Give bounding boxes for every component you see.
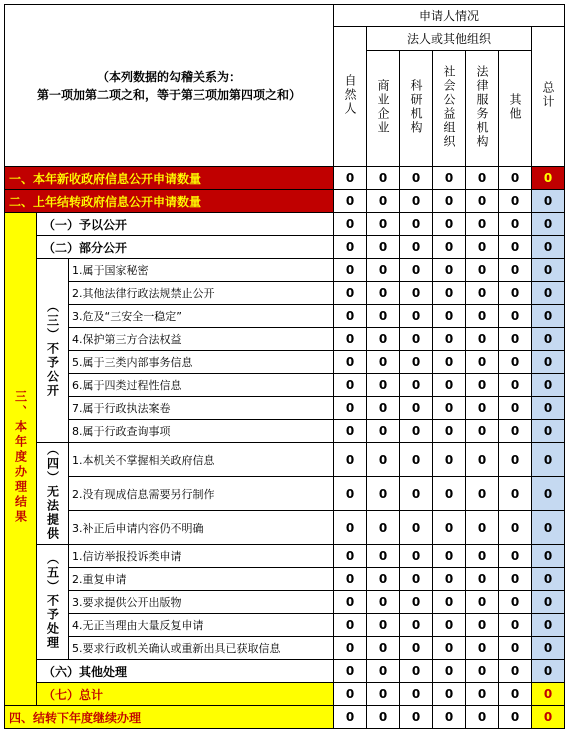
value-cell: 0 — [433, 477, 466, 511]
value-cell: 0 — [334, 660, 367, 683]
value-cell: 0 — [400, 236, 433, 259]
row-label-item: 5.属于三类内部事务信息 — [69, 351, 334, 374]
row-label-item: 2.其他法律行政法规禁止公开 — [69, 282, 334, 305]
row-label-subtotal: （七）总计 — [37, 683, 334, 706]
value-cell: 0 — [532, 213, 565, 236]
table-row — [5, 477, 565, 511]
value-cell: 0 — [433, 351, 466, 374]
value-cell: 0 — [532, 282, 565, 305]
value-cell: 0 — [532, 706, 565, 729]
value-cell: 0 — [433, 397, 466, 420]
value-cell: 0 — [433, 374, 466, 397]
value-cell: 0 — [433, 545, 466, 568]
value-cell: 0 — [433, 167, 466, 190]
group-unable-to-provide-label: （四）无法提供 — [45, 443, 60, 541]
header-col-legal-service — [466, 51, 499, 167]
table-row — [5, 351, 565, 374]
value-cell: 0 — [400, 568, 433, 591]
table-row — [5, 660, 565, 683]
value-cell: 0 — [532, 259, 565, 282]
value-cell: 0 — [400, 190, 433, 213]
row-label-item: 1.属于国家秘密 — [69, 259, 334, 282]
value-cell: 0 — [334, 637, 367, 660]
value-cell: 0 — [466, 351, 499, 374]
value-cell: 0 — [334, 328, 367, 351]
value-cell: 0 — [499, 568, 532, 591]
row-label-item: 4.无正当理由大量反复申请 — [69, 614, 334, 637]
header-col-business-label: 商业企业 — [376, 79, 390, 135]
header-col-legal-service-label: 法律服务机构 — [475, 65, 489, 149]
value-cell: 0 — [433, 213, 466, 236]
value-cell: 0 — [499, 706, 532, 729]
value-cell: 0 — [334, 545, 367, 568]
row-label-other-handling: （六）其他处理 — [37, 660, 334, 683]
header-col-research — [400, 51, 433, 167]
value-cell: 0 — [367, 397, 400, 420]
value-cell: 0 — [367, 591, 400, 614]
value-cell: 0 — [532, 420, 565, 443]
value-cell: 0 — [532, 374, 565, 397]
value-cell: 0 — [499, 397, 532, 420]
group-not-disclosed — [37, 259, 69, 443]
value-cell: 0 — [532, 683, 565, 706]
value-cell: 0 — [499, 236, 532, 259]
value-cell: 0 — [499, 683, 532, 706]
value-cell: 0 — [367, 568, 400, 591]
value-cell: 0 — [499, 259, 532, 282]
value-cell: 0 — [400, 374, 433, 397]
table-row — [5, 282, 565, 305]
category-results — [5, 213, 37, 706]
value-cell: 0 — [532, 351, 565, 374]
value-cell: 0 — [334, 282, 367, 305]
value-cell: 0 — [532, 167, 565, 190]
row-label-item: 1.本机关不掌握相关政府信息 — [69, 443, 334, 477]
row-label-item: 2.没有现成信息需要另行制作 — [69, 477, 334, 511]
value-cell: 0 — [334, 614, 367, 637]
value-cell: 0 — [499, 420, 532, 443]
value-cell: 0 — [499, 637, 532, 660]
row-label-new-requests: 一、本年新收政府信息公开申请数量 — [5, 167, 334, 190]
table-row — [5, 397, 565, 420]
table-row — [5, 706, 565, 729]
value-cell: 0 — [433, 591, 466, 614]
value-cell: 0 — [400, 614, 433, 637]
value-cell: 0 — [466, 236, 499, 259]
row-label-item: 5.要求行政机关确认或重新出具已获取信息 — [69, 637, 334, 660]
value-cell: 0 — [466, 420, 499, 443]
value-cell: 0 — [499, 477, 532, 511]
value-cell: 0 — [499, 443, 532, 477]
row-label-item: 3.要求提供公开出版物 — [69, 591, 334, 614]
table-row — [5, 511, 565, 545]
value-cell: 0 — [499, 660, 532, 683]
group-not-processed — [37, 545, 69, 660]
value-cell: 0 — [466, 259, 499, 282]
table-row — [5, 374, 565, 397]
table-row — [5, 614, 565, 637]
value-cell: 0 — [367, 167, 400, 190]
value-cell: 0 — [334, 420, 367, 443]
value-cell: 0 — [400, 683, 433, 706]
header-col-public-welfare-label: 社会公益组织 — [442, 65, 456, 149]
value-cell: 0 — [466, 614, 499, 637]
value-cell: 0 — [367, 351, 400, 374]
category-results-label: 三、本年度办理结果 — [13, 389, 28, 525]
value-cell: 0 — [367, 305, 400, 328]
table-row — [5, 328, 565, 351]
value-cell: 0 — [334, 167, 367, 190]
row-label-item: 2.重复申请 — [69, 568, 334, 591]
value-cell: 0 — [400, 477, 433, 511]
value-cell: 0 — [433, 190, 466, 213]
value-cell: 0 — [433, 420, 466, 443]
value-cell: 0 — [466, 374, 499, 397]
value-cell: 0 — [367, 683, 400, 706]
value-cell: 0 — [433, 328, 466, 351]
value-cell: 0 — [532, 511, 565, 545]
table-row — [5, 305, 565, 328]
value-cell: 0 — [532, 397, 565, 420]
value-cell: 0 — [334, 443, 367, 477]
value-cell: 0 — [400, 660, 433, 683]
value-cell: 0 — [499, 374, 532, 397]
value-cell: 0 — [400, 213, 433, 236]
header-col-business — [367, 51, 400, 167]
value-cell: 0 — [466, 637, 499, 660]
value-cell: 0 — [367, 660, 400, 683]
value-cell: 0 — [433, 637, 466, 660]
value-cell: 0 — [367, 420, 400, 443]
value-cell: 0 — [400, 282, 433, 305]
header-col-public-welfare — [433, 51, 466, 167]
header-col-other-label: 其他 — [508, 93, 522, 121]
table-row — [5, 637, 565, 660]
value-cell: 0 — [466, 167, 499, 190]
value-cell: 0 — [433, 443, 466, 477]
value-cell: 0 — [367, 282, 400, 305]
value-cell: 0 — [466, 477, 499, 511]
value-cell: 0 — [334, 236, 367, 259]
value-cell: 0 — [532, 637, 565, 660]
header-note — [5, 5, 334, 167]
value-cell: 0 — [367, 374, 400, 397]
row-label-carried-over: 二、上年结转政府信息公开申请数量 — [5, 190, 334, 213]
value-cell: 0 — [532, 545, 565, 568]
value-cell: 0 — [532, 190, 565, 213]
value-cell: 0 — [433, 236, 466, 259]
table-row — [5, 213, 565, 236]
header-col-research-label: 科研机构 — [409, 79, 423, 135]
value-cell: 0 — [499, 511, 532, 545]
value-cell: 0 — [334, 305, 367, 328]
value-cell: 0 — [499, 591, 532, 614]
header-col-natural-person — [334, 27, 367, 167]
value-cell: 0 — [466, 683, 499, 706]
value-cell: 0 — [466, 511, 499, 545]
table-row — [5, 190, 565, 213]
value-cell: 0 — [433, 568, 466, 591]
value-cell: 0 — [466, 443, 499, 477]
value-cell: 0 — [532, 660, 565, 683]
header-col-total-label: 总计 — [541, 81, 555, 109]
value-cell: 0 — [466, 328, 499, 351]
header-applicant: 申请人情况 — [334, 5, 565, 27]
value-cell: 0 — [334, 706, 367, 729]
value-cell: 0 — [466, 545, 499, 568]
value-cell: 0 — [532, 477, 565, 511]
value-cell: 0 — [367, 706, 400, 729]
header-col-other — [499, 51, 532, 167]
value-cell: 0 — [532, 443, 565, 477]
header-note-line1: （本列数据的勾稽关系为： — [96, 69, 241, 84]
value-cell: 0 — [400, 351, 433, 374]
value-cell: 0 — [400, 259, 433, 282]
value-cell: 0 — [532, 236, 565, 259]
group-not-processed-label: （五）不予处理 — [45, 551, 60, 650]
header-note-line2: 第一项加第二项之和，等于第三项加第四项之和） — [36, 87, 301, 102]
value-cell: 0 — [400, 511, 433, 545]
row-label-item: 6.属于四类过程性信息 — [69, 374, 334, 397]
value-cell: 0 — [433, 683, 466, 706]
value-cell: 0 — [400, 591, 433, 614]
table-row — [5, 683, 565, 706]
row-label-item: 8.属于行政查询事项 — [69, 420, 334, 443]
value-cell: 0 — [466, 591, 499, 614]
value-cell: 0 — [334, 683, 367, 706]
value-cell: 0 — [499, 614, 532, 637]
value-cell: 0 — [400, 443, 433, 477]
value-cell: 0 — [433, 305, 466, 328]
value-cell: 0 — [334, 213, 367, 236]
value-cell: 0 — [499, 190, 532, 213]
statistics-table — [4, 4, 565, 729]
row-label-item: 3.补正后申请内容仍不明确 — [69, 511, 334, 545]
value-cell: 0 — [334, 190, 367, 213]
value-cell: 0 — [433, 259, 466, 282]
value-cell: 0 — [466, 282, 499, 305]
value-cell: 0 — [433, 614, 466, 637]
header-legal-org: 法人或其他组织 — [367, 27, 532, 51]
value-cell: 0 — [400, 637, 433, 660]
value-cell: 0 — [466, 305, 499, 328]
value-cell: 0 — [334, 374, 367, 397]
value-cell: 0 — [334, 351, 367, 374]
value-cell: 0 — [466, 706, 499, 729]
value-cell: 0 — [532, 614, 565, 637]
value-cell: 0 — [334, 477, 367, 511]
value-cell: 0 — [400, 305, 433, 328]
table-row — [5, 420, 565, 443]
value-cell: 0 — [367, 259, 400, 282]
table-row — [5, 236, 565, 259]
table-row — [5, 167, 565, 190]
value-cell: 0 — [334, 259, 367, 282]
value-cell: 0 — [499, 545, 532, 568]
value-cell: 0 — [367, 545, 400, 568]
value-cell: 0 — [532, 568, 565, 591]
value-cell: 0 — [499, 328, 532, 351]
value-cell: 0 — [334, 568, 367, 591]
value-cell: 0 — [433, 660, 466, 683]
value-cell: 0 — [466, 190, 499, 213]
value-cell: 0 — [499, 282, 532, 305]
header-col-natural-person-label: 自然人 — [343, 74, 357, 116]
value-cell: 0 — [499, 351, 532, 374]
value-cell: 0 — [367, 443, 400, 477]
value-cell: 0 — [400, 420, 433, 443]
value-cell: 0 — [499, 167, 532, 190]
value-cell: 0 — [367, 236, 400, 259]
value-cell: 0 — [400, 545, 433, 568]
value-cell: 0 — [367, 511, 400, 545]
value-cell: 0 — [433, 511, 466, 545]
value-cell: 0 — [367, 637, 400, 660]
value-cell: 0 — [433, 706, 466, 729]
value-cell: 0 — [466, 568, 499, 591]
header-col-total — [532, 27, 565, 167]
value-cell: 0 — [400, 328, 433, 351]
group-unable-to-provide — [37, 443, 69, 545]
row-label-carry-forward: 四、结转下年度继续办理 — [5, 706, 334, 729]
row-label-item: 4.保护第三方合法权益 — [69, 328, 334, 351]
value-cell: 0 — [466, 397, 499, 420]
table-row — [5, 591, 565, 614]
row-label-item: 1.信访举报投诉类申请 — [69, 545, 334, 568]
value-cell: 0 — [334, 397, 367, 420]
value-cell: 0 — [367, 614, 400, 637]
value-cell: 0 — [499, 305, 532, 328]
value-cell: 0 — [367, 213, 400, 236]
group-not-disclosed-label: （三）不予公开 — [45, 300, 60, 398]
value-cell: 0 — [367, 328, 400, 351]
value-cell: 0 — [532, 328, 565, 351]
table-row — [5, 443, 565, 477]
value-cell: 0 — [334, 591, 367, 614]
value-cell: 0 — [400, 167, 433, 190]
table-row — [5, 259, 565, 282]
value-cell: 0 — [433, 282, 466, 305]
value-cell: 0 — [466, 213, 499, 236]
value-cell: 0 — [367, 477, 400, 511]
row-label-partially-disclosed: （二）部分公开 — [37, 236, 334, 259]
value-cell: 0 — [334, 511, 367, 545]
row-label-item: 7.属于行政执法案卷 — [69, 397, 334, 420]
table-row — [5, 568, 565, 591]
value-cell: 0 — [532, 591, 565, 614]
value-cell: 0 — [367, 190, 400, 213]
value-cell: 0 — [466, 660, 499, 683]
value-cell: 0 — [499, 213, 532, 236]
row-label-disclosed: （一）予以公开 — [37, 213, 334, 236]
table-row — [5, 545, 565, 568]
row-label-item: 3.危及“三安全一稳定” — [69, 305, 334, 328]
value-cell: 0 — [400, 706, 433, 729]
value-cell: 0 — [400, 397, 433, 420]
value-cell: 0 — [532, 305, 565, 328]
